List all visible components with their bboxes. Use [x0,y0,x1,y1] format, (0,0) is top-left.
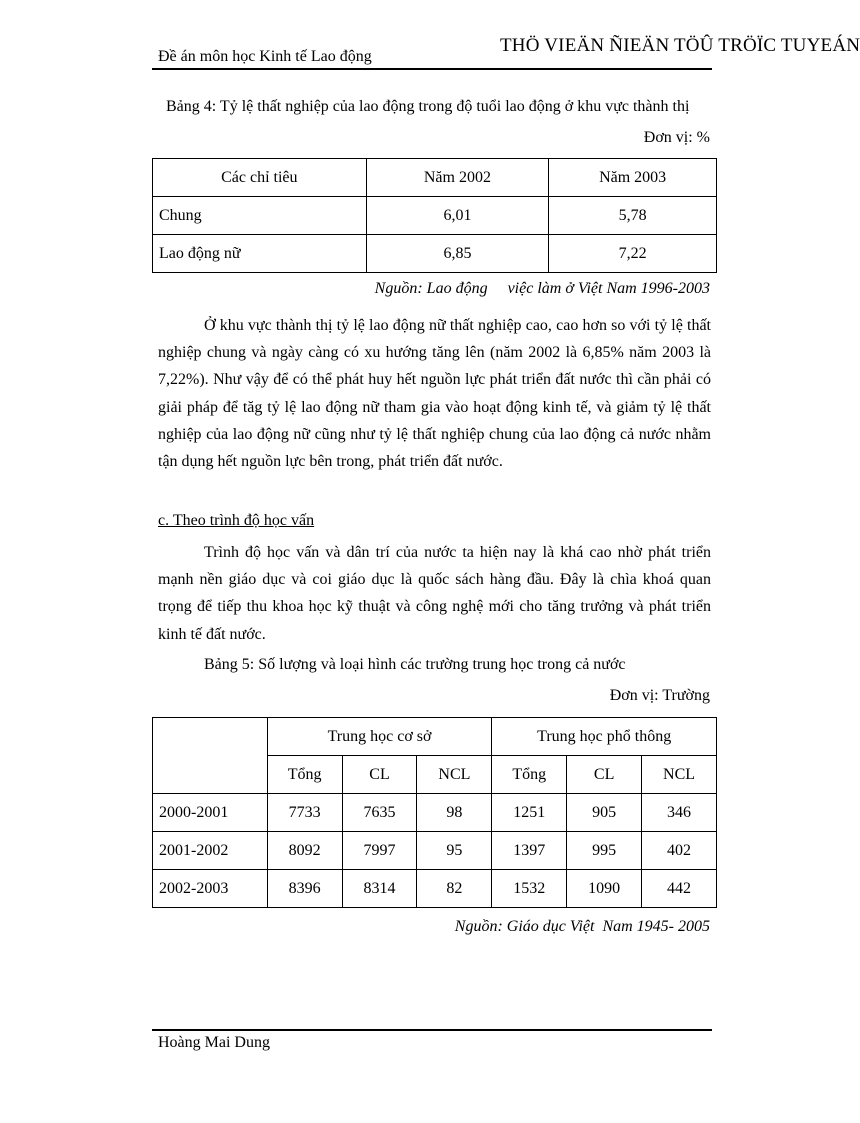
table5-caption: Bảng 5: Số lượng và loại hình các trường trung học trong cả nước [204,656,626,673]
table5-cell: 8396 [267,870,342,908]
paragraph-2 [158,539,711,648]
table-row [153,235,717,273]
table5-subheader: NCL [642,756,717,794]
table5-cell: 2002-2003 [153,870,268,908]
table5-cell: 7733 [267,794,342,832]
table5-cell: 82 [417,870,492,908]
table5-cell: 1090 [567,870,642,908]
table5-unit: Đơn vị: Trường [609,687,710,704]
table4-cell: Lao động nữ [153,235,367,273]
table-row [153,197,717,235]
table4-cell: 5,78 [549,197,717,235]
table4-header-row [153,159,717,197]
table4-cell: Chung [153,197,367,235]
table4-header-cell: Năm 2003 [549,159,717,197]
table4-header-cell: Năm 2002 [366,159,549,197]
table5-cell: 995 [567,832,642,870]
paragraph-2-text: Trình độ học vấn và dân trí của nước ta hiện nay là khá cao nhờ phát triển mạnh nền giáo dục và coi giáo dục là quốc sách hàng đầu. Đây là chìa khoá quan trọng để tiếp thu khoa học kỹ thuật và công nghệ mới cho tăng trưởng và phát triển kinh tế đất nước. [158,544,711,643]
table5-subheader: Tổng [267,756,342,794]
table5-cell: 8092 [267,832,342,870]
table5-cell: 346 [642,794,717,832]
table5-cell: 1251 [492,794,567,832]
table-row [153,832,717,870]
header-watermark: THÖ VIEÄN ÑIEÄN TÖÛ TRÖÏC TUYEÁN [500,35,860,56]
table5-cell: 1397 [492,832,567,870]
table5-cell: 442 [642,870,717,908]
table5-cell: 8314 [342,870,417,908]
section-heading: c. Theo trình độ học vấn [158,512,315,529]
header-rule [152,68,712,70]
table4 [152,158,717,273]
table5-cell: 7997 [342,832,417,870]
table5-cell: 95 [417,832,492,870]
table4-cell: 7,22 [549,235,717,273]
table4-cell: 6,01 [366,197,549,235]
table5-cell: 905 [567,794,642,832]
table-row [153,794,717,832]
table5-subheader: CL [342,756,417,794]
table5-subheader: NCL [417,756,492,794]
table5-subheader: Tổng [492,756,567,794]
table5-corner-cell [153,718,268,794]
table5-group-header: Trung học phổ thông [492,718,717,756]
table5 [152,717,717,908]
table5-cell: 7635 [342,794,417,832]
footer-rule [152,1029,712,1031]
table4-header-cell: Các chỉ tiêu [153,159,367,197]
table5-cell: 2000-2001 [153,794,268,832]
table-row [153,870,717,908]
table4-cell: 6,85 [366,235,549,273]
table5-subheader: CL [567,756,642,794]
table5-cell: 402 [642,832,717,870]
table5-source: Nguồn: Giáo dục Việt Nam 1945- 2005 [454,918,710,935]
footer-author: Hoàng Mai Dung [158,1034,270,1051]
table4-source: Nguồn: Lao động việc làm ở Việt Nam 1996-2003 [374,280,710,297]
table5-cell: 1532 [492,870,567,908]
table4-caption: Bảng 4: Tỷ lệ thất nghiệp của lao động trong độ tuổi lao động ở khu vực thành thị [166,98,690,115]
table5-cell: 2001-2002 [153,832,268,870]
table5-group-header: Trung học cơ sở [267,718,492,756]
paragraph-1 [158,312,711,475]
table5-group-row [153,718,717,756]
paragraph-1-text: Ở khu vực thành thị tỷ lệ lao động nữ thất nghiệp cao, cao hơn so với tỷ lệ thất nghiệp chung và ngày càng có xu hướng tăng lên (năm 2002 là 6,85% năm 2003 là 7,22%). Như vậy để có thể phát huy hết nguồn lực phát triển đất nước thì cần phải có giải pháp để tăg tỷ lệ lao động nữ tham gia vào hoạt động kinh tế, và giảm tỷ lệ thất nghiệp của lao động nữ cũng như tỷ lệ thất nghiệp chung của lao động cả nước nhằm tận dụng hết nguồn lực bên trong, phát triển đất nước. [158,317,711,471]
table4-unit: Đơn vị: % [643,129,710,146]
header-title: Đề án môn học Kinh tế Lao động [158,48,372,65]
table5-cell: 98 [417,794,492,832]
